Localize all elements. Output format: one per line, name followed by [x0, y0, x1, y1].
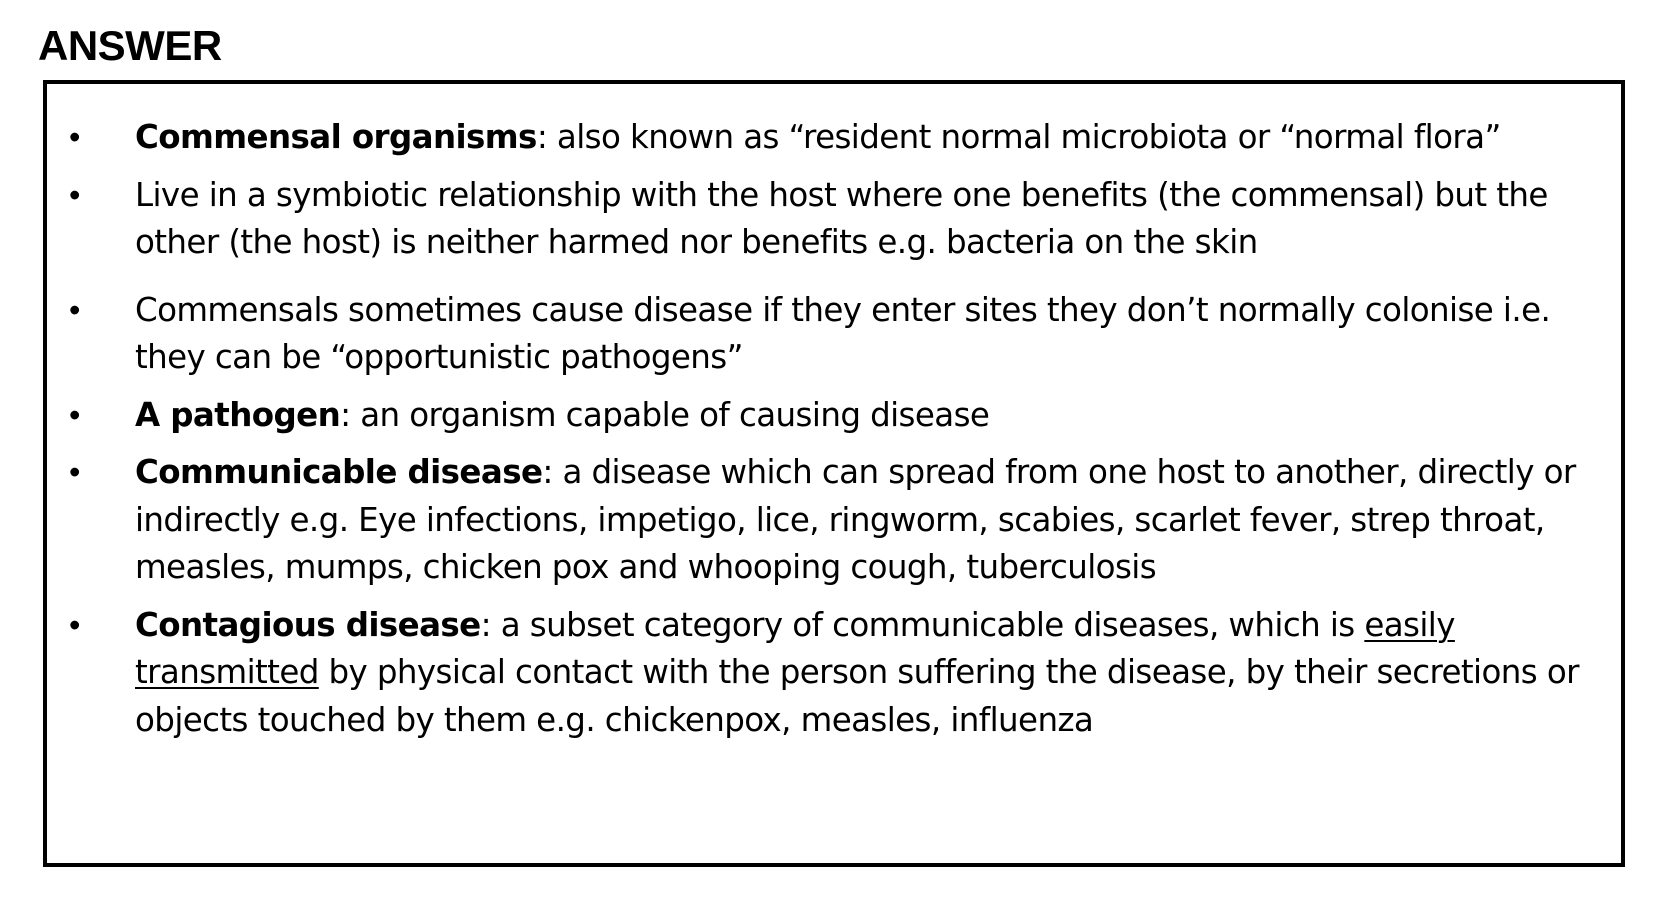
item-text: by physical contact with the person suffering the disease, by their secretions or objects touched by them e.g. chickenpox, measles, influenza [135, 653, 1579, 739]
answer-heading: ANSWER [38, 22, 222, 69]
list-item-opportunistic-pathogens [47, 287, 1621, 382]
item-text: : a subset category of communicable diseases, which is [480, 605, 1365, 644]
item-text: : also known as “resident normal microbiota or “normal flora” [536, 118, 1501, 156]
list-item-communicable-disease [47, 449, 1621, 592]
bullet-icon: • [69, 176, 80, 213]
bullet-icon: • [69, 606, 80, 643]
bullet-icon: • [69, 291, 80, 328]
list-item-symbiotic-relationship [47, 172, 1621, 267]
list-item-commensal-organisms [47, 114, 1621, 162]
bullet-icon: • [69, 454, 80, 490]
list-item-contagious-disease [47, 602, 1621, 745]
list-item-pathogen [47, 392, 1621, 440]
item-text: Commensals sometimes cause disease if they enter sites they don’t normally colonise i.e. they can be “opportunistic pathogens” [135, 290, 1551, 376]
item-text: : a disease which can spread from one host to another, directly or indirectly e.g. Eye infections, impetigo, lice, ringworm, scabies, scarlet fever, strep throat, measles, mumps, chicken pox and whooping cough, tuberculosis [135, 453, 1576, 586]
item-text: : an organism capable of causing disease [340, 395, 990, 434]
underlined-phrase: easily transmitted [135, 605, 1455, 691]
item-text: Live in a symbiotic relationship with the host where one benefits (the commensal) but the other (the host) is neither harmed nor benefits e.g. bacteria on the skin [135, 175, 1548, 261]
term-label: Communicable disease [135, 453, 543, 491]
term-label: A pathogen [135, 395, 341, 434]
term-label: Contagious disease [135, 605, 481, 644]
answer-box [43, 80, 1625, 867]
bullet-icon: • [69, 119, 80, 155]
bullet-list [47, 114, 1621, 754]
term-label: Commensal organisms [135, 118, 537, 156]
bullet-icon: • [69, 396, 80, 433]
